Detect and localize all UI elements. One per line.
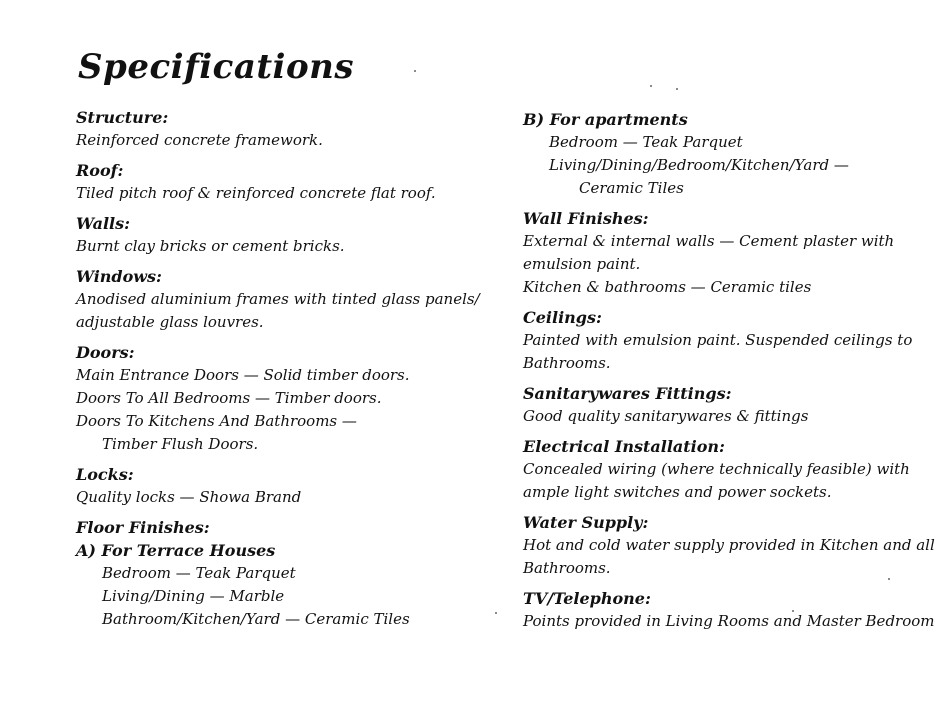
section-text: Burnt clay bricks or cement bricks.	[76, 237, 345, 255]
section-text: Good quality sanitarywares & fittings	[523, 407, 809, 425]
section-roof	[76, 159, 496, 205]
section-text: Bedroom — Teak Parquet	[549, 133, 743, 151]
section-text: Painted with emulsion paint. Suspended ceilings to	[523, 331, 913, 349]
left-column	[76, 106, 496, 638]
section-text: Living/Dining/Bedroom/Kitchen/Yard —	[549, 156, 849, 174]
section-sanitarywares	[523, 382, 923, 428]
section-heading: Electrical Installation:	[523, 437, 725, 456]
section-text: Doors To Kitchens And Bathrooms —	[76, 412, 357, 430]
section-water-supply	[523, 511, 935, 580]
section-ceilings	[523, 306, 923, 375]
right-column	[523, 108, 935, 640]
section-text: adjustable glass louvres.	[76, 313, 264, 331]
section-heading: TV/Telephone:	[523, 589, 651, 608]
section-text: emulsion paint.	[523, 255, 641, 273]
section-doors	[76, 341, 496, 456]
section-heading: Roof:	[76, 161, 124, 180]
section-heading: Doors:	[76, 343, 135, 362]
section-heading: Walls:	[76, 214, 131, 233]
section-heading: Water Supply:	[523, 513, 649, 532]
section-text: Quality locks — Showa Brand	[76, 488, 302, 506]
section-wall-finishes	[523, 207, 923, 299]
section-floor-finishes	[76, 516, 496, 631]
section-text: Bathrooms.	[523, 559, 611, 577]
section-text: Anodised aluminium frames with tinted glass panels/	[76, 290, 480, 308]
sub-heading: A) For Terrace Houses	[76, 541, 276, 560]
section-text: Ceramic Tiles	[579, 179, 684, 197]
section-text: Reinforced concrete framework.	[76, 131, 323, 149]
section-text: Timber Flush Doors.	[102, 435, 259, 453]
section-heading: Windows:	[76, 267, 162, 286]
section-text: Tiled pitch roof & reinforced concrete flat roof.	[76, 184, 436, 202]
section-walls	[76, 212, 496, 258]
section-text: Kitchen & bathrooms — Ceramic tiles	[523, 278, 812, 296]
section-text: Concealed wiring (where technically feasible) with	[523, 460, 910, 478]
section-tv-telephone	[523, 587, 935, 633]
section-text: Main Entrance Doors — Solid timber doors.	[76, 366, 410, 384]
section-structure	[76, 106, 496, 152]
section-text: Hot and cold water supply provided in Kitchen and all	[523, 536, 935, 554]
section-heading: Ceilings:	[523, 308, 602, 327]
section-electrical	[523, 435, 923, 504]
scan-speck	[414, 70, 416, 72]
section-text: External & internal walls — Cement plaster with	[523, 232, 895, 250]
section-text: ample light switches and power sockets.	[523, 483, 832, 501]
scan-speck	[888, 578, 890, 580]
section-heading: Sanitarywares Fittings:	[523, 384, 732, 403]
scan-speck	[650, 85, 652, 87]
section-text: Living/Dining — Marble	[102, 587, 285, 605]
section-text: Points provided in Living Rooms and Master Bedroom	[523, 612, 935, 630]
section-heading: Structure:	[76, 108, 169, 127]
section-heading: Wall Finishes:	[523, 209, 649, 228]
section-text: Bedroom — Teak Parquet	[102, 564, 296, 582]
section-locks	[76, 463, 496, 509]
section-apartments	[523, 108, 923, 200]
section-text: Bathroom/Kitchen/Yard — Ceramic Tiles	[102, 610, 410, 628]
page-title: Specifications	[78, 47, 355, 87]
section-windows	[76, 265, 496, 334]
scan-speck	[676, 88, 678, 90]
section-text: Bathrooms.	[523, 354, 611, 372]
section-text: Doors To All Bedrooms — Timber doors.	[76, 389, 382, 407]
section-heading: Locks:	[76, 465, 134, 484]
scan-speck	[495, 612, 497, 614]
sub-heading: B) For apartments	[523, 110, 688, 129]
section-heading: Floor Finishes:	[76, 518, 210, 537]
scan-speck	[792, 610, 794, 612]
